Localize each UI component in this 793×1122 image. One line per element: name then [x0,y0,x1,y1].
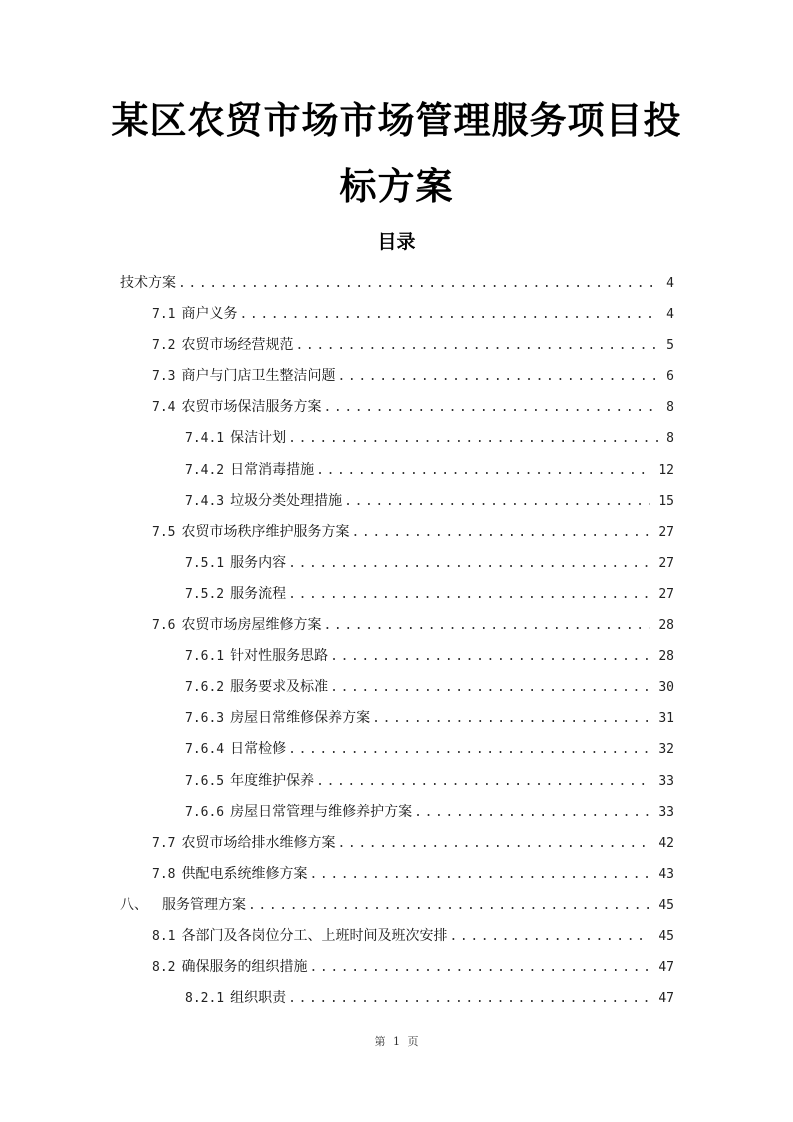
toc-entry-number: 7.7 [152,835,176,851]
toc-entry[interactable] [120,490,674,521]
toc-dot-leader [178,273,658,295]
toc-entry[interactable] [120,770,674,801]
toc-entry[interactable] [120,801,674,832]
toc-entry-number: 7.6.1 [185,649,225,665]
toc-entry-title: 年度维护保养 [230,772,315,789]
toc-dot-leader [288,428,658,450]
document-title-line-1: 某区农贸市场市场管理服务项目投 [111,99,682,142]
toc-entry-number: 7.4 [152,400,176,416]
toc-entry[interactable] [120,645,674,676]
toc-dot-leader [330,646,650,668]
toc-entry[interactable] [120,707,674,738]
toc-dot-leader [309,957,650,979]
toc-entry-title: 农贸市场给排水维修方案 [181,834,336,851]
toc-entry-page-number: 6 [666,369,674,385]
toc-entry-number: 8.2 [152,960,176,976]
toc-entry-title: 服务内容 [230,554,287,571]
toc-entry-page-number: 5 [666,338,674,354]
document-title-line-2: 标方案 [339,165,454,208]
toc-entry-number: 8.1 [152,928,176,944]
toc-entry-page-number: 12 [658,462,674,478]
toc-dot-leader [316,460,650,482]
toc-entry-page-number: 33 [658,804,674,820]
toc-dot-leader [351,522,650,544]
toc-dot-leader [330,677,650,699]
toc-entry-number: 7.1 [152,307,176,323]
toc-entry-number: 7.3 [152,369,176,385]
toc-dot-leader [239,304,658,326]
toc-entry[interactable] [120,396,674,427]
toc-entry[interactable] [120,552,674,583]
toc-entry-page-number: 45 [658,928,674,944]
toc-dot-leader [449,926,650,948]
toc-dot-leader [323,397,658,419]
toc-entry[interactable] [120,894,674,925]
toc-entry-title: 组织职责 [230,990,287,1007]
toc-entry-number: 7.5.2 [185,586,225,602]
toc-entry[interactable] [120,925,674,956]
toc-entry-title: 确保服务的组织措施 [181,959,308,976]
toc-dot-leader [323,615,650,637]
toc-entry[interactable] [120,614,674,645]
toc-entry-number: 7.4.2 [185,462,225,478]
toc-dot-leader [309,864,650,886]
toc-entry-title: 各部门及各岗位分工、上班时间及班次安排 [181,927,448,944]
toc-entry-page-number: 45 [658,897,674,913]
toc-dot-leader [288,584,650,606]
toc-dot-leader [288,988,650,1010]
toc-dot-leader [344,491,650,513]
toc-entry-number: 7.6 [152,618,176,634]
toc-entry-title: 针对性服务思路 [230,648,329,665]
toc-entry-number: 7.6.2 [185,680,225,696]
toc-entry-number: 7.6.6 [185,804,225,820]
toc-entry[interactable] [120,738,674,769]
toc-dot-leader [337,366,658,388]
toc-entry-title: 商户义务 [181,306,238,323]
toc-entry-title: 日常检修 [230,741,287,758]
toc-entry-page-number: 4 [666,307,674,323]
toc-entry-number: 8.2.1 [185,991,225,1007]
toc-entry-page-number: 27 [658,524,674,540]
toc-entry-page-number: 42 [658,835,674,851]
toc-dot-leader [372,708,650,730]
toc-entry-title: 房屋日常维修保养方案 [230,710,371,727]
toc-entry-title: 农贸市场房屋维修方案 [181,617,322,634]
toc-entry-page-number: 15 [658,493,674,509]
toc-dot-leader [414,802,650,824]
toc-entry-number: 7.4.3 [185,493,225,509]
toc-entry-page-number: 4 [666,276,674,291]
toc-entry-title: 服务要求及标准 [230,679,329,696]
toc-entry-page-number: 33 [658,773,674,789]
toc-entry-page-number: 47 [658,960,674,976]
toc-heading: 目录 [377,231,416,253]
toc-entry-number: 7.5.1 [185,555,225,571]
toc-entry-page-number: 30 [658,680,674,696]
table-of-contents [120,272,674,1018]
toc-entry-page-number: 28 [658,649,674,665]
toc-entry-page-number: 31 [658,711,674,727]
toc-entry-title: 商户与门店卫生整洁问题 [181,368,336,385]
toc-entry[interactable] [120,863,674,894]
toc-entry-title: 保洁计划 [230,430,287,447]
toc-entry-page-number: 8 [666,431,674,447]
toc-entry[interactable] [120,521,674,552]
toc-entry-title: 服务管理方案 [162,896,246,913]
toc-entry-page-number: 8 [666,400,674,416]
toc-entry-number: 7.5 [152,524,176,540]
toc-entry-page-number: 32 [658,742,674,758]
toc-entry[interactable] [120,459,674,490]
toc-entry-title: 服务流程 [230,585,287,602]
toc-dot-leader [295,335,658,357]
toc-entry-title: 日常消毒措施 [230,461,315,478]
toc-entry[interactable] [120,303,674,334]
toc-entry[interactable] [120,365,674,396]
toc-entry-number: 7.6.4 [185,742,225,758]
toc-entry[interactable] [120,272,674,303]
toc-entry[interactable] [120,334,674,365]
page-footer: 第 1 页 [374,1035,419,1048]
toc-entry-title: 农贸市场保洁服务方案 [181,399,322,416]
toc-entry-number: 7.6.3 [185,711,225,727]
toc-entry[interactable] [120,956,674,987]
toc-dot-leader [248,895,650,917]
toc-entry[interactable] [120,832,674,863]
toc-entry[interactable] [120,676,674,707]
toc-entry-page-number: 47 [658,991,674,1007]
toc-dot-leader [288,553,650,575]
toc-entry-title: 技术方案 [120,275,176,291]
toc-entry-number: 7.2 [152,338,176,354]
toc-entry-title: 房屋日常管理与维修养护方案 [230,803,413,820]
toc-entry-number: 7.6.5 [185,773,225,789]
toc-entry-page-number: 43 [658,866,674,882]
toc-entry[interactable] [120,987,674,1018]
toc-entry-title: 供配电系统维修方案 [181,865,308,882]
toc-dot-leader [288,739,650,761]
toc-entry[interactable] [120,583,674,614]
toc-entry-page-number: 27 [658,555,674,571]
toc-entry-title: 农贸市场秩序维护服务方案 [181,523,350,540]
toc-entry-title: 农贸市场经营规范 [181,337,294,354]
toc-entry[interactable] [120,427,674,458]
toc-entry-page-number: 28 [658,618,674,634]
toc-entry-number: 7.4.1 [185,431,225,447]
toc-entry-page-number: 27 [658,586,674,602]
toc-entry-title: 垃圾分类处理措施 [230,492,343,509]
toc-entry-number: 7.8 [152,866,176,882]
toc-dot-leader [337,833,650,855]
toc-entry-number: 八、 [120,896,148,913]
toc-dot-leader [316,771,650,793]
